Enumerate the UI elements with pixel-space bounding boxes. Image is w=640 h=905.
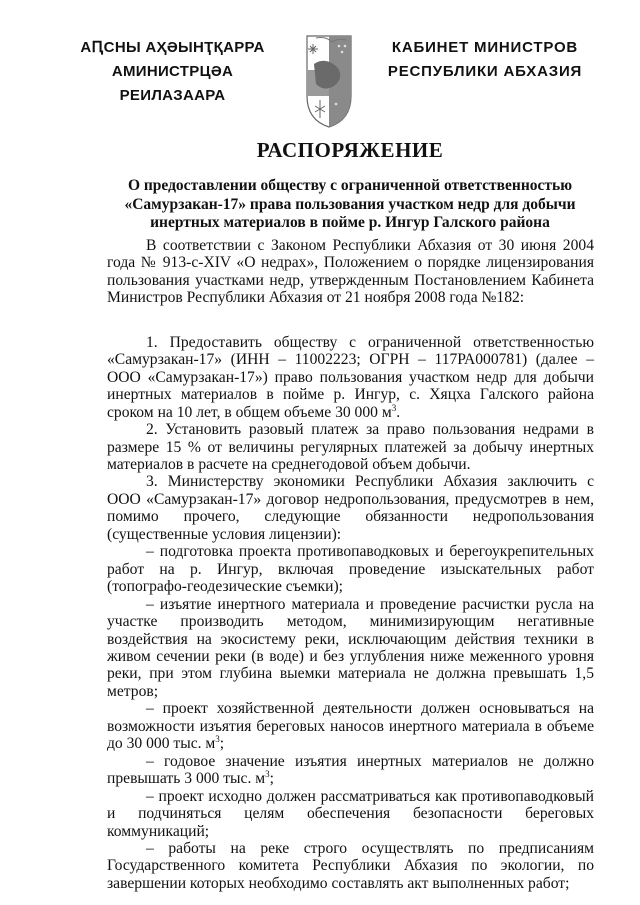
obligation-4-text: – годовое значение изъятия инертных материалов не должно превышать 3 000 тыс. м (107, 752, 594, 788)
intro-paragraph: В соответствии с Законом Республики Абхазия от 30 июня 2004 года № 913-с-XIV «О недрах», Положением о порядке лицензирования пользования участками недр, утвержденным Постановлением Кабинета Министров Республики Абхазия от 21 ноября 2008 года №182: (107, 237, 594, 307)
obligation-4-end: ; (269, 770, 274, 788)
header-abkhaz (60, 36, 285, 108)
obligation-1: – подготовка проекта противопаводковых и берегоукрепительных работ на р. Ингур, включая проведение изыскательных работ (топографо-геодезические съемки); (107, 543, 594, 596)
clause-2: 2. Установить разовый платеж за право пользования недрами в размере 15 % от величины регулярных платежей за добычу инертных материалов в расчете на среднегодовой объем добычи. (107, 421, 594, 473)
document-title: РАСПОРЯЖЕНИЕ (256, 138, 444, 162)
header-abkhaz-line2: АМИНИСТРЦӘА РЕИЛАЗААРА (111, 63, 234, 104)
clause-1 (107, 334, 594, 421)
obligation-3 (107, 700, 594, 752)
clause-3: 3. Министерству экономики Республики Абхазия заключить с ООО «Самурзакан-17» договор недропользования, предусмотрев в нем, помимо прочего, следующие обязанности недропользования (существенные условия лицензии): (107, 473, 594, 543)
superscript: 3 (215, 734, 220, 745)
header-russian-line1: КАБИНЕТ МИНИСТРОВ (391, 39, 579, 56)
clause-1-end: . (396, 403, 401, 421)
coat-of-arms-icon (306, 34, 352, 128)
obligation-6: – работы на реке строго осуществлять по предписаниям Государственного комитета Республики Абхазия по экологии, по завершении которых необходимо составлять акт выполненных работ; (107, 839, 594, 892)
obligation-4 (107, 753, 594, 788)
header-abkhaz-line1: АԤСНЫ АҲӘЫНҬҚАРРА (80, 39, 265, 56)
header-russian (365, 36, 605, 84)
obligation-3-end: ; (219, 735, 225, 753)
header-russian-line2: РЕСПУБЛИКИ АБХАЗИЯ (387, 63, 583, 80)
document-body (107, 237, 594, 892)
superscript: 3 (391, 402, 397, 413)
obligation-5: – проект исходно должен рассматриваться как противопаводковый и подчиняться целям обеспечения безопасности береговых коммуникаций; (107, 787, 594, 840)
obligation-3-text: – проект хозяйственной деятельности должен основываться на возможности изъятия береговых наносов инертного материала в объеме до 30 000 тыс. м (107, 700, 594, 753)
superscript: 3 (265, 769, 270, 780)
document-subtitle: О предоставлении обществу с ограниченной ответственностью «Самурзакан-17» права пользования участком недр для добычи инертных материалов в пойме р. Ингур Галского района (124, 177, 576, 231)
clause-1-text: 1. Предоставить обществу с ограниченной ответственностью «Самурзакан-17» (ИНН – 11002223; ОГРН – 117РА000781) (далее – ООО «Самурзакан-17») право пользования участком недр для добычи инертных материалов в пойме р. Ингур, с. Хяцха Галского района сроком на 10 лет, в общем объеме 30 000 м (107, 333, 594, 421)
obligation-2: – изъятие инертного материала и проведение расчистки русла на участке производить методом, минимизирующим негативные воздействия на экосистему реки, исключающим действия техники в живом сечении реки (в воде) и без углубления ниже меженного уровня реки, при этом глубина выемки материала не должна превышать 1,5 метров; (107, 595, 594, 700)
